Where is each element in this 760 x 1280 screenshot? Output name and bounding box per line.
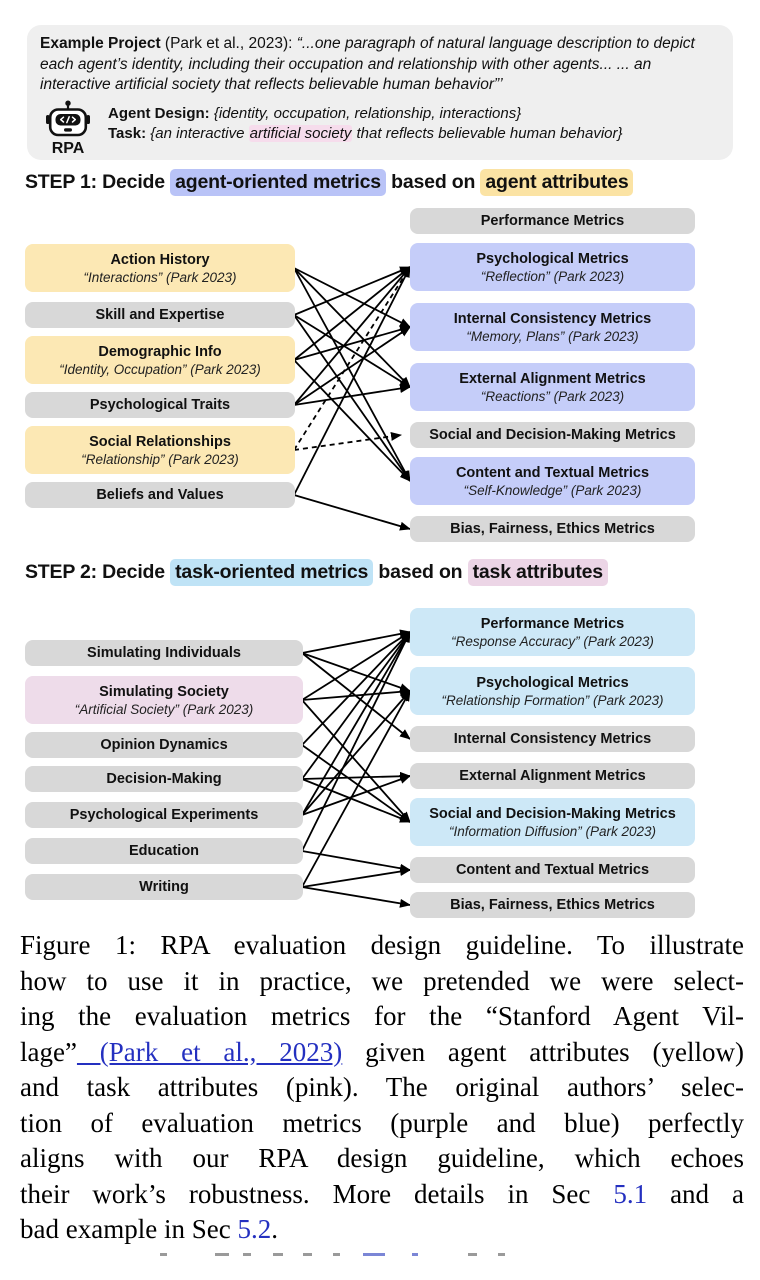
step2-heading-attributes-highlight: task attributes (468, 559, 608, 586)
caption-text: aligns with our RPA design guideline, which echoes (20, 1143, 744, 1173)
attribute-box-writing (25, 874, 303, 900)
box-title: Content and Textual Metrics (455, 861, 650, 878)
box-title: Internal Consistency Metrics (453, 310, 652, 327)
caption-line (20, 999, 744, 1035)
box-title: Bias, Fairness, Ethics Metrics (450, 896, 655, 913)
box-title: Simulating Society (99, 683, 229, 700)
edge-arrow (302, 887, 410, 905)
box-title: Psychological Metrics (476, 250, 629, 267)
edge-arrow (302, 691, 410, 815)
edge-arrow (302, 653, 410, 739)
box-title: Beliefs and Values (96, 486, 224, 503)
edge-arrow (302, 632, 410, 700)
edge-arrow (294, 435, 401, 450)
box-subtitle: “Memory, Plans” (Park 2023) (466, 328, 639, 344)
box-title: Opinion Dynamics (100, 736, 228, 753)
edge-arrow (302, 851, 410, 870)
edge-arrow (294, 268, 410, 481)
step1-heading-prefix: STEP 1: Decide (25, 171, 171, 193)
caption-line (20, 1141, 744, 1177)
box-subtitle: “Relationship Formation” (Park 2023) (441, 692, 664, 708)
box-title: Bias, Fairness, Ethics Metrics (450, 520, 655, 537)
step2-heading-mid: based on (373, 561, 468, 583)
box-title: Social and Decision-Making Metrics (429, 426, 676, 443)
metric-box-internal-consistency-metrics (410, 303, 695, 351)
figure-caption (20, 928, 744, 1248)
edge-arrow (302, 776, 410, 779)
metric-box-performance-metrics (410, 608, 695, 656)
metric-box-external-alignment-metrics (410, 763, 695, 789)
edge-arrow (302, 745, 410, 822)
box-title: Social and Decision-Making Metrics (429, 805, 676, 822)
example-project-citation: (Park et al., 2023): (160, 35, 297, 52)
edge-arrow (294, 327, 410, 405)
box-title: External Alignment Metrics (459, 767, 646, 784)
edge-arrow (294, 327, 410, 360)
robot-icon (45, 100, 91, 140)
metric-box-social-and-decision-making-metrics (410, 798, 695, 846)
edge-arrow (302, 870, 410, 887)
metric-box-social-and-decision-making-metrics (410, 422, 695, 448)
task-value-pre: {an interactive (146, 124, 249, 142)
edge-arrow (302, 779, 410, 822)
attribute-box-education (25, 838, 303, 864)
caption-text: tion of evaluation metrics (purple and blue) perfectly (20, 1107, 744, 1138)
step2-heading-prefix: STEP 2: Decide (25, 561, 171, 583)
box-title: Skill and Expertise (95, 306, 225, 323)
box-subtitle: “Interactions” (Park 2023) (83, 269, 237, 285)
citation-link[interactable]: (Park et al., 2023) (76, 1036, 343, 1067)
caption-text: and a (647, 1178, 744, 1209)
metric-box-content-and-textual-metrics (410, 457, 695, 505)
metric-box-content-and-textual-metrics (410, 857, 695, 883)
edge-arrow (294, 267, 410, 315)
rpa-summary-row (40, 100, 718, 157)
edge-arrow (294, 267, 410, 360)
step1-heading-mid: based on (385, 171, 481, 193)
edge-arrow (294, 267, 410, 495)
edge-arrow (302, 632, 410, 779)
box-subtitle: “Relationship” (Park 2023) (81, 451, 239, 467)
edge-arrow (294, 268, 410, 327)
edge-arrow (302, 776, 410, 815)
attribute-box-beliefs-and-values (25, 482, 295, 508)
box-title: Performance Metrics (480, 212, 625, 229)
caption-text: how to use it in practice, we pretended we were select- (20, 965, 744, 996)
agent-design-label: Agent Design: (108, 104, 210, 122)
metric-box-psychological-metrics (410, 243, 695, 291)
caption-line (20, 1177, 744, 1213)
section-link[interactable]: 5.1 (613, 1178, 648, 1209)
edge-arrow (302, 632, 410, 815)
attribute-box-skill-and-expertise (25, 302, 295, 328)
task-label: Task: (108, 124, 147, 142)
attribute-box-psychological-traits (25, 392, 295, 418)
caption-line (20, 1070, 744, 1106)
rpa-icon-block (40, 100, 96, 157)
caption-text: bad example in Sec (20, 1214, 238, 1244)
edge-arrow (294, 387, 410, 405)
task-value-post: that reflects believable human behavior} (352, 124, 623, 142)
box-subtitle: “Reactions” (Park 2023) (480, 388, 625, 404)
attribute-box-action-history (25, 244, 295, 292)
box-title: Simulating Individuals (87, 644, 241, 661)
edge-arrow (302, 653, 410, 691)
box-subtitle: “Identity, Occupation” (Park 2023) (59, 361, 261, 377)
box-title: Social Relationships (89, 433, 231, 450)
metric-box-bias-fairness-ethics-metrics (410, 892, 695, 918)
example-project-box (27, 25, 733, 160)
edge-arrow (302, 691, 410, 700)
caption-line (20, 1106, 744, 1142)
cut-off-text-fragments (0, 1253, 760, 1259)
task-line (108, 124, 623, 144)
caption-line (20, 1035, 744, 1071)
attribute-box-demographic-info (25, 336, 295, 384)
box-title: Psychological Traits (89, 396, 231, 413)
caption-text: their work’s robustness. More details in Sec (20, 1178, 614, 1209)
edge-arrow (294, 315, 410, 387)
box-title: Education (128, 842, 200, 859)
caption-text: lage” (20, 1036, 77, 1067)
example-project-title: Example Project (40, 35, 161, 52)
edge-arrow (294, 267, 410, 450)
step2-heading (25, 561, 608, 584)
edge-arrow (294, 267, 410, 405)
attribute-box-simulating-society (25, 676, 303, 724)
caption-text: Figure 1: RPA evaluation design guideline. To illustrate (20, 930, 744, 960)
metric-box-bias-fairness-ethics-metrics (410, 516, 695, 542)
caption-line (20, 928, 744, 964)
task-value (146, 125, 622, 142)
example-project-quote: “...one paragraph of natural language description to depict each agent’s identity, including their occupation and relationship with other agents... ... an interactive artificial society that reflects believable human behavior”’ (40, 35, 695, 93)
edge-arrow (302, 632, 410, 745)
caption-text: given agent attributes (yellow) (342, 1036, 744, 1067)
box-subtitle: “Self-Knowledge” (Park 2023) (463, 482, 642, 498)
box-subtitle: “Information Diffusion” (Park 2023) (448, 823, 657, 839)
metric-box-performance-metrics (410, 208, 695, 234)
box-subtitle: “Reflection” (Park 2023) (480, 268, 625, 284)
caption-text: and task attributes (pink). The original authors’ selec- (20, 1072, 744, 1102)
caption-text: ing the evaluation metrics for the “Stanford Agent Vil- (20, 1001, 744, 1031)
edge-arrow (302, 632, 410, 851)
step1-heading (25, 171, 633, 194)
box-title: Psychological Experiments (69, 806, 259, 823)
caption-line (20, 1212, 744, 1248)
step2-heading-metrics-highlight: task-oriented metrics (170, 559, 373, 586)
box-title: Demographic Info (98, 343, 222, 360)
metric-box-psychological-metrics (410, 667, 695, 715)
box-title: External Alignment Metrics (459, 370, 646, 387)
section-link[interactable]: 5.2 (237, 1214, 272, 1244)
agent-design-line (108, 104, 623, 124)
box-title: Performance Metrics (480, 615, 625, 632)
attribute-box-decision-making (25, 766, 303, 792)
edge-arrow (302, 632, 410, 653)
task-value-highlight: artificial society (249, 124, 352, 142)
edge-arrow (302, 691, 410, 887)
caption-text: . (271, 1214, 278, 1244)
metric-box-internal-consistency-metrics (410, 726, 695, 752)
edge-arrow (294, 360, 410, 481)
attribute-box-simulating-individuals (25, 640, 303, 666)
agent-task-summary (108, 100, 623, 144)
attribute-box-opinion-dynamics (25, 732, 303, 758)
edge-arrow (294, 315, 410, 481)
box-title: Action History (110, 251, 210, 268)
box-title: Writing (139, 878, 189, 895)
box-subtitle: “Response Accuracy” (Park 2023) (451, 633, 654, 649)
example-project-text (40, 34, 718, 96)
metric-box-external-alignment-metrics (410, 363, 695, 411)
attribute-box-psychological-experiments (25, 802, 303, 828)
rpa-label: RPA (51, 139, 85, 157)
edge-arrow (294, 495, 410, 529)
box-title: Internal Consistency Metrics (453, 730, 652, 747)
edge-arrow (294, 268, 410, 387)
box-title: Psychological Metrics (476, 674, 629, 691)
step1-heading-attributes-highlight: agent attributes (480, 169, 633, 196)
box-title: Decision-Making (106, 770, 222, 787)
caption-line (20, 964, 744, 1000)
step1-heading-metrics-highlight: agent-oriented metrics (170, 169, 386, 196)
attribute-box-social-relationships (25, 426, 295, 474)
agent-design-value: {identity, occupation, relationship, interactions} (209, 104, 522, 122)
edge-arrow (302, 700, 410, 822)
box-subtitle: “Artificial Society” (Park 2023) (74, 701, 254, 717)
box-title: Content and Textual Metrics (455, 464, 650, 481)
